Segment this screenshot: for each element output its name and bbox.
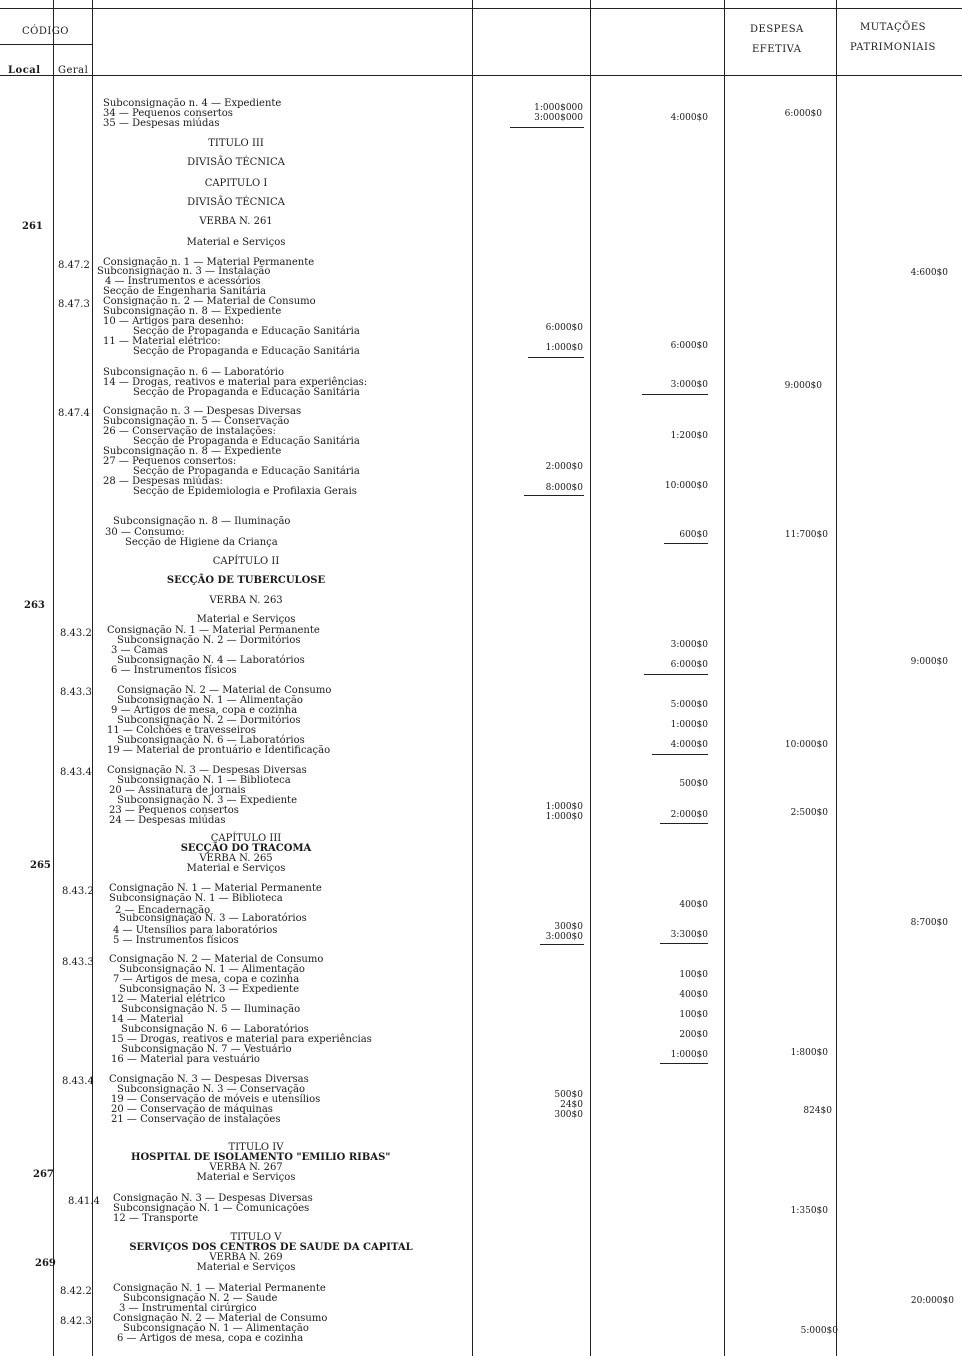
geral-code: 8.41.4 <box>68 1196 100 1207</box>
value-col2: 3:000$0 <box>670 380 708 390</box>
value-col2: 400$0 <box>679 990 708 1000</box>
line: Secção de Engenharia Sanitária <box>103 286 267 297</box>
line: 3 — Camas <box>111 645 168 656</box>
seccao-heading: SECÇÃO DE TUBERCULOSE <box>166 575 326 586</box>
value-col2: 4:000$0 <box>670 113 708 123</box>
local-code: 265 <box>30 860 51 871</box>
value-col1: 1:000$000 <box>534 103 583 113</box>
capitulo-heading: CAPÍTULO III <box>210 833 282 844</box>
value-col4: 20:000$0 <box>910 1296 954 1306</box>
line: 11 — Colchões e travesseiros <box>107 725 256 736</box>
sum-rule <box>644 674 708 675</box>
line: 30 — Consumo: <box>105 527 185 538</box>
line: Consignação N. 2 — Material de Consumo <box>117 685 332 696</box>
line: Subconsignação n. 3 — Instalação <box>97 266 271 277</box>
local-code: 267 <box>33 1169 54 1180</box>
header-despesa: DESPESA <box>750 24 804 35</box>
geral-code: 8.47.3 <box>58 299 90 310</box>
verba-heading: VERBA N. 269 <box>209 1252 283 1263</box>
sum-rule <box>540 944 584 945</box>
line: Subconsignação N. 3 — Expediente <box>117 795 297 806</box>
line: 12 — Material elétrico <box>111 994 226 1005</box>
line: 20 — Conservação de máquinas <box>111 1104 273 1115</box>
line: Subconsignação N. 2 — Dormitórios <box>117 635 301 646</box>
line: Subconsignação n. 8 — Iluminação <box>113 516 291 527</box>
line: Subconsignação N. 5 — Iluminação <box>121 1004 301 1015</box>
verba-heading: VERBA N. 267 <box>209 1162 283 1173</box>
line: Subconsignação N. 1 — Comunicações <box>113 1203 310 1214</box>
value-col2: 500$0 <box>679 779 708 789</box>
material-heading: Material e Serviços <box>196 1172 296 1183</box>
line: Subconsignação N. 3 — Conservação <box>117 1084 305 1095</box>
line: 27 — Pequenos consertos: <box>103 456 237 467</box>
capitulo-heading: CAPÍTULO II <box>212 556 280 567</box>
value-col3: 6:000$0 <box>784 109 822 119</box>
line: Consignação n. 3 — Despesas Diversas <box>103 406 302 417</box>
value-col2: 600$0 <box>679 530 708 540</box>
titulo-heading: TITULO III <box>208 138 264 149</box>
value-col2: 3:300$0 <box>670 930 708 940</box>
line: 6 — Instrumentos físicos <box>111 665 237 676</box>
value-col3: 9:000$0 <box>784 381 822 391</box>
line: Subconsignação N. 1 — Biblioteca <box>117 775 291 786</box>
value-col2: 1:000$0 <box>670 1050 708 1060</box>
geral-code: 8.42.2 <box>60 1286 92 1297</box>
value-col3: 10:000$0 <box>784 740 828 750</box>
value-col2: 3:000$0 <box>670 640 708 650</box>
value-col1: 1:000$0 <box>545 343 583 353</box>
value-col1: 6:000$0 <box>545 323 583 333</box>
divisao-heading: DIVISÃO TÉCNICA <box>187 157 285 168</box>
value-col2: 10:000$0 <box>664 481 708 491</box>
sum-rule <box>664 543 708 544</box>
line: Secção de Propaganda e Educação Sanitária <box>133 436 360 447</box>
material-heading: Material e Serviços <box>186 237 286 248</box>
col-divider-val3 <box>836 0 837 1356</box>
col-divider-val1 <box>590 0 591 1356</box>
value-col2: 5:000$0 <box>800 1326 838 1336</box>
line: Subconsignação n. 5 — Conservação <box>103 416 290 427</box>
geral-code: 8.43.3 <box>60 687 92 698</box>
line: 7 — Artigos de mesa, copa e cozinha <box>113 974 300 985</box>
line: Subconsignação N. 7 — Vestuário <box>121 1044 292 1055</box>
sum-rule <box>642 394 708 395</box>
value-col2: 100$0 <box>679 1010 708 1020</box>
geral-code: 8.47.2 <box>58 260 90 271</box>
local-code: 263 <box>24 600 45 611</box>
col-divider-desc <box>472 0 473 1356</box>
line: 28 — Despesas miúdas: <box>103 476 223 487</box>
line: 19 — Conservação de móveis e utensílios <box>111 1094 321 1105</box>
line: Subconsignação N. 1 — Biblioteca <box>109 893 283 904</box>
line: 10 — Artigos para desenho: <box>103 316 244 327</box>
sum-rule <box>652 754 708 755</box>
line: Secção de Epidemiologia e Profilaxia Gerais <box>133 486 357 497</box>
line: 23 — Pequenos consertos <box>109 805 239 816</box>
value-col2: 5:000$0 <box>670 700 708 710</box>
header-codigo: CÓDIGO <box>22 26 70 37</box>
line: Consignação N. 1 — Material Permanente <box>107 625 320 636</box>
line: Subconsignação N. 6 — Laboratórios <box>121 1024 309 1035</box>
line: Subconsignação n. 6 — Laboratório <box>103 367 284 378</box>
line: Consignação N. 1 — Material Permanente <box>113 1283 326 1294</box>
line: 4 — Utensílios para laboratórios <box>113 925 278 936</box>
value-col1: 300$0 <box>554 1110 583 1120</box>
value-col3: 2:500$0 <box>790 808 828 818</box>
value-col2: 6:000$0 <box>670 660 708 670</box>
line: 21 — Conservação de instalações <box>111 1114 281 1125</box>
line: 14 — Drogas, reativos e material para experiências: <box>103 377 368 388</box>
line: Consignação N. 2 — Material de Consumo <box>113 1313 328 1324</box>
line: Subconsignação n. 4 — Expediente <box>103 98 282 109</box>
line: 12 — Transporte <box>113 1213 199 1224</box>
value-col3: 1:800$0 <box>790 1048 828 1058</box>
sum-rule <box>660 823 708 824</box>
value-col2: 1:000$0 <box>670 720 708 730</box>
titulo-heading: TITULO V <box>230 1232 282 1243</box>
header-mid-rule <box>0 44 92 45</box>
value-col1: 3:000$0 <box>545 932 583 942</box>
line: 15 — Drogas, reativos e material para experiências <box>111 1034 372 1045</box>
col-divider-geral <box>92 0 93 1356</box>
line: Consignação N. 1 — Material Permanente <box>109 883 322 894</box>
header-local: Local <box>8 65 41 76</box>
line: 9 — Artigos de mesa, copa e cozinha <box>111 705 298 716</box>
line: 19 — Material de prontuário e Identificação <box>107 745 331 756</box>
col-divider-val2 <box>724 0 725 1356</box>
verba-heading: VERBA N. 261 <box>199 216 273 227</box>
geral-code: 8.47.4 <box>58 408 90 419</box>
sum-rule <box>660 943 708 944</box>
value-col2: 400$0 <box>679 900 708 910</box>
material-heading: Material e Serviços <box>196 1262 296 1273</box>
value-col4: 9:000$0 <box>910 657 948 667</box>
value-col2: 4:000$0 <box>670 740 708 750</box>
value-col2: 1:200$0 <box>670 431 708 441</box>
line: 24 — Despesas miúdas <box>109 815 226 826</box>
line: Secção de Propaganda e Educação Sanitária <box>133 387 360 398</box>
value-col3: 1:350$0 <box>790 1206 828 1216</box>
sum-rule <box>660 1063 708 1064</box>
line: 14 — Material <box>111 1014 184 1025</box>
line: Subconsignação N. 1 — Alimentação <box>123 1323 309 1334</box>
line: Consignação N. 3 — Despesas Diversas <box>109 1074 309 1085</box>
line: Subconsignação N. 3 — Laboratórios <box>119 913 307 924</box>
value-col3: 824$0 <box>803 1106 832 1116</box>
line: Secção de Propaganda e Educação Sanitária <box>133 466 360 477</box>
value-col1: 500$0 <box>554 1090 583 1100</box>
line: Subconsignação N. 4 — Laboratórios <box>117 655 305 666</box>
geral-code: 8.43.4 <box>62 1076 94 1087</box>
line: Subconsignação N. 1 — Alimentação <box>117 695 303 706</box>
geral-code: 8.42.3 <box>60 1316 92 1327</box>
line: Secção de Propaganda e Educação Sanitária <box>133 326 360 337</box>
servicos-heading: SERVIÇOS DOS CENTROS DE SAUDE DA CAPITAL <box>129 1242 413 1253</box>
line: 4 — Instrumentos e acessórios <box>105 276 261 287</box>
value-col1: 8:000$0 <box>545 483 583 493</box>
line: Consignação N. 2 — Material de Consumo <box>109 954 324 965</box>
value-col4: 8:700$0 <box>910 918 948 928</box>
header-mutacoes: MUTAÇÕES <box>860 22 927 33</box>
line: Secção de Propaganda e Educação Sanitária <box>133 346 360 357</box>
header-efetiva: EFETIVA <box>752 44 802 55</box>
value-col1: 24$0 <box>560 1100 583 1110</box>
line: Consignação n. 1 — Material Permanente <box>103 257 315 268</box>
value-col1: 3:000$000 <box>534 113 583 123</box>
hospital-heading: HOSPITAL DE ISOLAMENTO "EMILIO RIBAS" <box>131 1152 391 1163</box>
line: Subconsignação n. 8 — Expediente <box>103 446 282 457</box>
geral-code: 8.43.3 <box>62 957 94 968</box>
line: 26 — Conservação de instalações: <box>103 426 276 437</box>
line: 20 — Assinatura de jornais <box>109 785 246 796</box>
divisao-heading: DIVISÃO TÉCNICA <box>187 197 285 208</box>
line: Secção de Higiene da Criança <box>125 537 278 548</box>
value-col1: 300$0 <box>554 922 583 932</box>
titulo-heading: TITULO IV <box>228 1142 284 1153</box>
line: Subconsignação N. 3 — Expediente <box>119 984 299 995</box>
col-divider-local <box>53 0 54 1356</box>
line: Subconsignação N. 1 — Alimentação <box>119 964 305 975</box>
material-heading: Material e Serviços <box>186 863 286 874</box>
line: Subconsignação n. 8 — Expediente <box>103 306 282 317</box>
value-col1: 1:000$0 <box>545 812 583 822</box>
geral-code: 8.43.4 <box>60 767 92 778</box>
value-col4: 4:600$0 <box>910 268 948 278</box>
line: Subconsignação N. 2 — Dormitórios <box>117 715 301 726</box>
value-col2: 6:000$0 <box>670 341 708 351</box>
line: 16 — Material para vestuário <box>111 1054 260 1065</box>
header-bottom-rule <box>0 75 962 76</box>
line: 3 — Instrumental cirúrgico <box>119 1303 257 1314</box>
material-heading: Material e Serviços <box>196 614 296 625</box>
value-col1: 2:000$0 <box>545 462 583 472</box>
value-col2: 200$0 <box>679 1030 708 1040</box>
line: 11 — Material elétrico: <box>103 336 221 347</box>
value-col2: 100$0 <box>679 970 708 980</box>
line: 35 — Despesas miúdas <box>103 118 220 129</box>
sum-rule <box>528 357 584 358</box>
line: Subconsignação N. 6 — Laboratórios <box>117 735 305 746</box>
line: Consignação N. 3 — Despesas Diversas <box>113 1193 313 1204</box>
sum-rule <box>524 495 584 496</box>
line: 2 — Encadernação <box>115 905 211 916</box>
capitulo-heading: CAPITULO I <box>204 178 268 189</box>
seccao-heading: SECÇÃO DO TRACOMA <box>180 843 312 854</box>
geral-code: 8.43.2 <box>62 886 94 897</box>
line: 34 — Pequenos consertos <box>103 108 233 119</box>
header-top-rule <box>0 8 962 9</box>
value-col3: 11:700$0 <box>784 530 828 540</box>
line: Consignação N. 3 — Despesas Diversas <box>107 765 307 776</box>
line: 6 — Artigos de mesa, copa e cozinha <box>117 1333 304 1344</box>
line: Subconsignação N. 2 — Saude <box>123 1293 278 1304</box>
line: Consignação n. 2 — Material de Consumo <box>103 296 316 307</box>
header-geral: Geral <box>58 65 89 76</box>
line: 5 — Instrumentos físicos <box>113 935 239 946</box>
local-code: 261 <box>22 221 43 232</box>
value-col1: 1:000$0 <box>545 802 583 812</box>
header-patrimoniais: PATRIMONIAIS <box>850 42 936 53</box>
value-col2: 2:000$0 <box>670 810 708 820</box>
verba-heading: VERBA N. 265 <box>199 853 273 864</box>
sum-rule <box>510 127 584 128</box>
verba-heading: VERBA N. 263 <box>209 595 283 606</box>
local-code: 269 <box>35 1258 56 1269</box>
geral-code: 8.43.2 <box>60 628 92 639</box>
